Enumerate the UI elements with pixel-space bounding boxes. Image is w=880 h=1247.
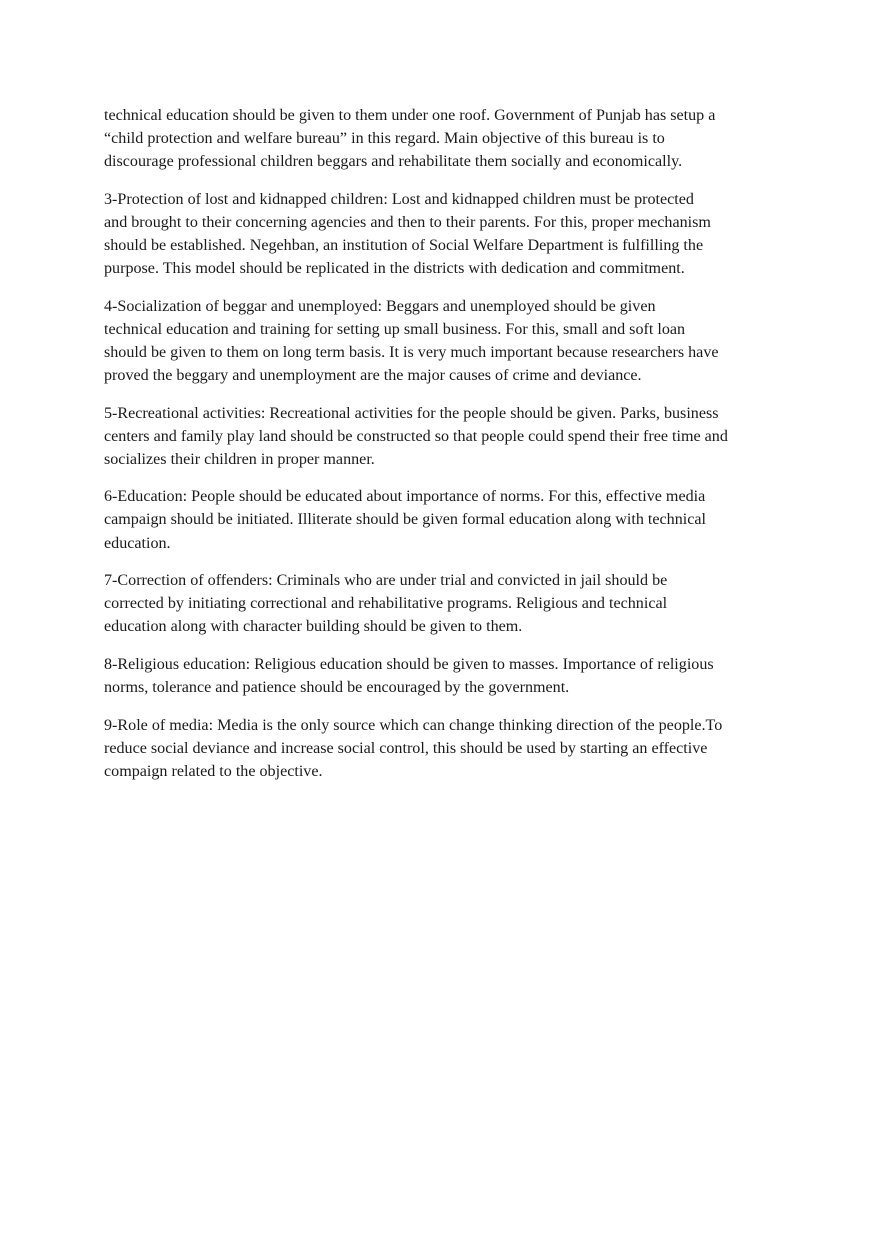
paragraph-socialization-of-beggars: 4-Socialization of beggar and unemployed: Beggars and unemployed should be given technical education and training for setting up small business. For this, small and soft loan should be given to them on long term basis. It is very much important because researchers have proved the beggary and unemployment are the major causes of crime and deviance. [104, 297, 719, 384]
paragraph-religious-education: 8-Religious education: Religious education should be given to masses. Importance of religious norms, tolerance and patience should be encouraged by the government. [104, 655, 714, 696]
paragraph-intro-continuation: technical education should be given to them under one roof. Government of Punjab has setup a “child protection and welfare bureau” in this regard. Main objective of this bureau is to discourage professional children beggars and rehabilitate them socially and economically. [104, 107, 716, 171]
paragraph-correction-of-offenders: 7-Correction of offenders: Criminals who are under trial and convicted in jail should be corrected by initiating correctional and rehabilitative programs. Religious and technical education along with character building should be given to them. [104, 572, 668, 636]
paragraph-protection-of-children: 3-Protection of lost and kidnapped children: Lost and kidnapped children must be protected and brought to their concerning agencies and then to their parents. For this, proper mechanism should be established. Negehban, an institution of Social Welfare Department is fulfilling the purpose. This model should be replicated in the districts with dedication and commitment. [104, 190, 711, 278]
paragraph-education: 6-Education: People should be educated about importance of norms. For this, effective media campaign should be initiated. Illiterate should be given formal education along with technical education. [104, 488, 706, 552]
document-body [104, 104, 778, 797]
paragraph-role-of-media: 9-Role of media: Media is the only source which can change thinking direction of the people.To reduce social deviance and increase social control, this should be used by starting an effective compaign related to the objective. [104, 716, 723, 780]
paragraph-recreational-activities: 5-Recreational activities: Recreational activities for the people should be given. Parks, business centers and family play land should be constructed so that people could spend their free time and socializes their children in proper manner. [104, 404, 728, 468]
